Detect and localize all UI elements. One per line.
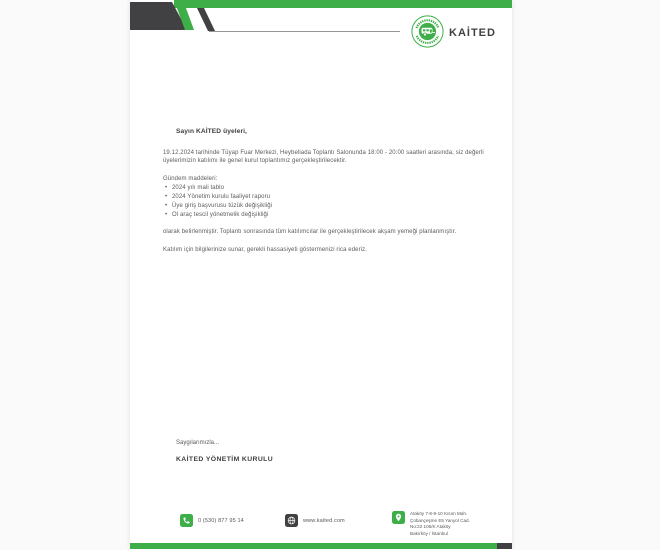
bottom-green-bar xyxy=(130,543,497,549)
address-text xyxy=(410,511,470,538)
address-line: Çobançeşme E5 Yanyol Cad. xyxy=(410,517,470,523)
header-rule-line xyxy=(209,31,400,32)
closing-text: Saygılarımızla... xyxy=(176,440,220,446)
agenda-item: • 2024 yılı mali tablo xyxy=(163,185,509,193)
website-url: www.kaited.com xyxy=(303,517,345,524)
agenda-item: • Üye giriş başvurusu tüzük değişikliği xyxy=(163,203,509,211)
letter-body xyxy=(163,128,509,254)
header-green-bar xyxy=(174,0,512,8)
kaited-logo xyxy=(411,15,496,48)
location-pin-icon xyxy=(392,511,405,524)
globe-icon xyxy=(285,514,298,527)
letter-page xyxy=(130,0,512,550)
paragraph-meeting-info: 19.12.2024 tarihinde Tüyap Fuar Merkezi, Heybeliada Toplantı Salonunda 18:00 - 20:00 saatleri arasında, siz değerli üyelerimizin katılımı ile genel kurul toplantımız gerçekleştirilecektir. xyxy=(163,149,484,164)
paragraph-dinner-plan: olarak belirlenmiştir. Toplantı sonrasında tüm katılımcılar ile gerçekleştirilecek akşam yemeği planlanmıştır. xyxy=(163,228,457,235)
brand-name: KAİTED xyxy=(449,26,496,39)
footer-website xyxy=(285,514,345,527)
signature-text: KAİTED YÖNETİM KURULU xyxy=(176,456,274,463)
agenda-item: • Ol araç tescil yönetmelik değişikliği xyxy=(163,212,509,220)
bottom-dark-bar xyxy=(497,543,512,549)
footer-phone xyxy=(180,514,244,527)
paragraph-attendance-request: Katılım için bilgilerinize sunar, gerekli hassasiyeti göstermenizi rica ederiz. xyxy=(163,246,367,253)
agenda-list xyxy=(163,185,509,220)
closing-block xyxy=(176,440,273,463)
footer-contact-strip xyxy=(130,511,512,541)
address-line: Ataköy 7-8-9-10 Kısım Mah. xyxy=(410,511,468,516)
footer-address xyxy=(392,511,470,538)
salutation: Sayın KAİTED üyeleri, xyxy=(176,128,247,135)
phone-icon xyxy=(180,514,193,527)
address-line: Bakırköy / İstanbul xyxy=(410,530,448,536)
kaited-logo-emblem-icon xyxy=(411,15,444,48)
agenda-heading: Gündem maddeleri: xyxy=(163,176,218,183)
agenda-item: • 2024 Yönetim kurulu faaliyet raporu xyxy=(163,194,509,202)
address-line: No:22 106/K Ataköy xyxy=(410,524,451,530)
phone-number: 0 (530) 877 95 14 xyxy=(198,517,244,524)
header-dark-stripe xyxy=(197,8,215,31)
